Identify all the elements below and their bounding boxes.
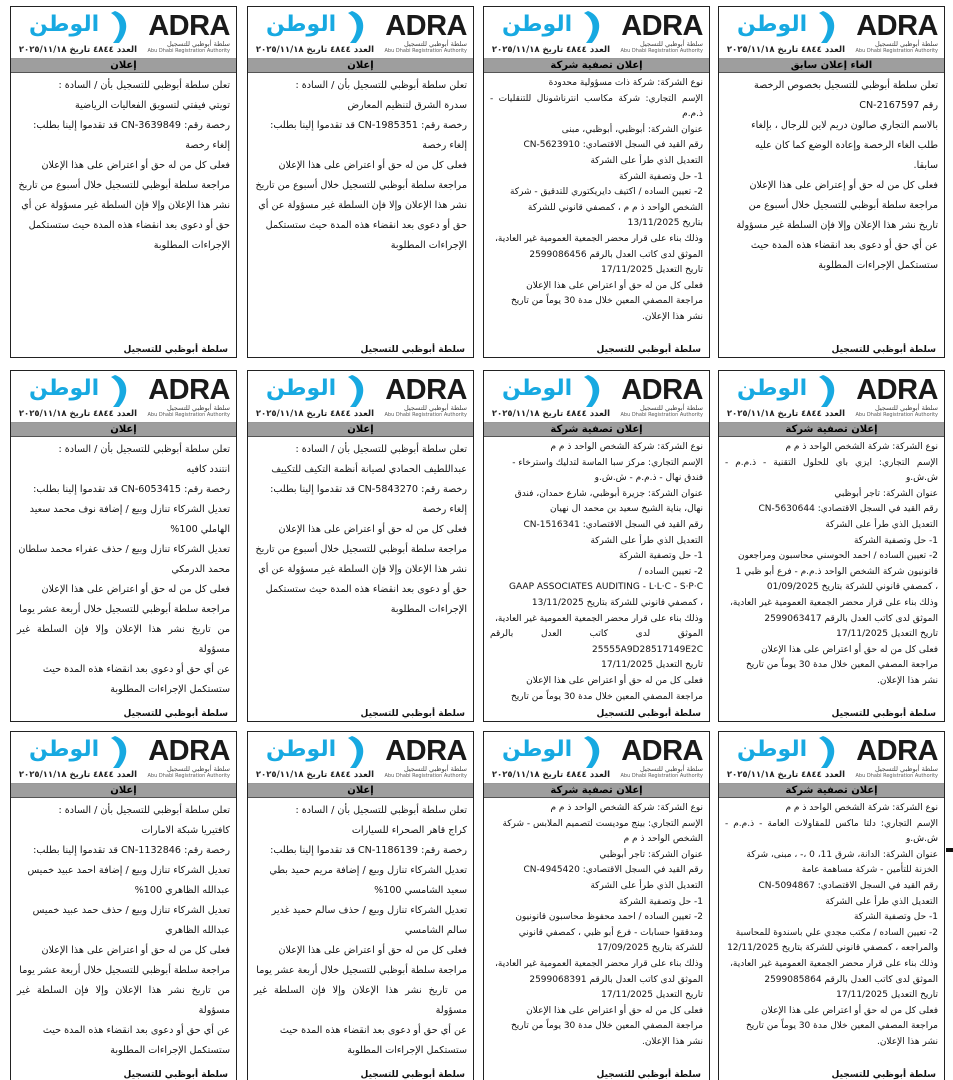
notice-line: التعديل الذي طرأ على الشركة xyxy=(590,880,703,891)
notice-line: رخصة رقم: CN-5843270 قد تقدموا إلينا بطلب: xyxy=(270,484,467,495)
notice-line: مراجعة المصفي المعين خلال مدة 30 يوماً من تاريخ xyxy=(745,1021,938,1032)
notice-line: تعلن سلطة أبوظبي للتسجيل بأن / السادة : xyxy=(295,444,467,455)
alwatan-logo xyxy=(488,734,608,782)
notice-line: فعلى كل من له حق أو اعتراض على هذا الإعلان xyxy=(41,160,230,171)
notice-line: انتندد كافيه xyxy=(186,464,230,475)
notice-line: كافتيريا شبكة الامارات xyxy=(141,825,230,836)
notice-line: تاريخ نشر هذا الإعلان وإلا فإن السلطة غير مسؤولة xyxy=(736,220,938,231)
notice-title: إعلان تصفية شركة xyxy=(719,784,944,798)
adra-english-name: Abu Dhabi Registration Authority xyxy=(384,773,467,779)
notice-card-9 xyxy=(718,731,945,1080)
notice-line: 2- تعيين الساده / xyxy=(638,566,703,577)
adra-arabic-name: سلطة أبوظبي للتسجيل xyxy=(403,404,467,412)
notice-line: والمراجعه ، كمصفي قانوني للشركة بتاريخ 12/11/2025 xyxy=(727,943,938,954)
notice-line: الإجراءات المطلوبة xyxy=(390,240,467,251)
notice-line: الإسم التجاري: ايزي باي للحلول التقنية - ذ.م.م - ش.ش.و xyxy=(725,457,938,484)
notice-line: للشركة بتاريخ 17/09/2025 xyxy=(596,943,703,954)
notice-footer: سلطة أبوظبي للتسجيل xyxy=(596,345,701,355)
notice-line: عبدالله الظاهري 100% xyxy=(134,885,230,896)
notice-line: الإجراءات المطلوبة xyxy=(390,604,467,615)
notice-body xyxy=(248,798,473,1068)
notice-line: تعديل الشركاء تنازل وبيع / حذف سالم حميد غدير xyxy=(271,905,467,916)
notice-line: رخصة رقم: CN-1186139 قد تقدموا إلينا بطلب: xyxy=(270,845,467,856)
adra-logo xyxy=(134,736,230,780)
adra-english-name: Abu Dhabi Registration Authority xyxy=(620,412,703,418)
notice-line: عبداللطيف الحمادي لصيانة أنظمة التكيف للتكييف xyxy=(271,464,467,475)
notice-line: حق أو دعوى بعد انقضاء هذه المدة حيث ستستكمل xyxy=(265,584,467,595)
notice-line: عنوان الشركة: الدانة، شرق 11، 0 ،- ، مبنى، شركة xyxy=(746,849,938,860)
notice-line: التعديل الذي طرأ على الشركة xyxy=(825,896,938,907)
adra-logo-text: ADRA xyxy=(385,735,467,767)
notice-line: ومدققوا حسابات - فرع أبو ظبي ، كمصفي قانوني xyxy=(518,927,703,938)
notice-line: نشر هذا الإعلان. xyxy=(641,311,703,322)
notice-line: مراجعة المصفي المعين خلال مدة 30 يوماً من تاريخ xyxy=(510,691,703,702)
notice-header xyxy=(248,371,473,423)
notice-line: ، كمصفي قانوني للشركة بتاريخ 13/11/2025 xyxy=(531,597,703,608)
notice-line: 2- تعيين الساده / احمد محفوظ محاسبون قانونيون xyxy=(515,912,703,923)
notice-line xyxy=(490,705,703,707)
notice-title: إعلان تصفية شركة xyxy=(719,423,944,437)
alwatan-logo-text: الوطن xyxy=(502,737,573,762)
notice-header xyxy=(248,732,473,784)
notice-line: مراجعة سلطة أبوظبي للتسجيل خلال أسبوع من تاريخ xyxy=(255,180,467,191)
issue-date: العدد ٤٨٤٤ تاريخ ٢٠٢٥/١١/١٨ xyxy=(726,770,845,780)
alwatan-logo xyxy=(252,734,372,782)
notice-line: ستستكمل الإجراءات المطلوبة xyxy=(110,684,230,695)
notice-line: تعلن سلطة أبوظبي للتسجيل بأن / السادة : xyxy=(295,80,467,91)
issue-date: العدد ٤٨٤٤ تاريخ ٢٠٢٥/١١/١٨ xyxy=(255,409,374,419)
issue-date: العدد ٤٨٤٤ تاريخ ٢٠٢٥/١١/١٨ xyxy=(726,409,845,419)
notice-line: رخصة رقم: CN-1132846 قد تقدموا إلينا بطلب: xyxy=(33,845,230,856)
notice-line: سدرة الشرق لتنظيم المعارض xyxy=(347,100,467,111)
issue-date: العدد ٤٨٤٤ تاريخ ٢٠٢٥/١١/١٨ xyxy=(18,770,137,780)
notice-line: الخزنة للتأمين - شركة مساهمة عامة xyxy=(801,865,938,876)
notice-line: 1- حل وتصفية الشركة xyxy=(618,896,703,907)
notice-card-5 xyxy=(718,370,945,722)
notice-footer: سلطة أبوظبي للتسجيل xyxy=(123,709,228,719)
notice-line: عنوان الشركة: تاجر أبوظبي xyxy=(599,849,703,860)
notice-card-10 xyxy=(483,731,710,1080)
issue-date: العدد ٤٨٤٤ تاريخ ٢٠٢٥/١١/١٨ xyxy=(255,45,374,55)
adra-logo-text: ADRA xyxy=(148,374,230,406)
alwatan-logo-text: الوطن xyxy=(737,737,808,762)
alwatan-logo-text: الوطن xyxy=(266,737,337,762)
notice-footer: سلطة أبوظبي للتسجيل xyxy=(123,345,228,355)
notice-line: فعلى كل من له حق أو اعتراض على هذا الإعلان xyxy=(278,945,467,956)
notice-footer: سلطة أبوظبي للتسجيل xyxy=(831,709,936,719)
notice-line: مراجعة سلطة أبوظبي للتسجيل خلال أسبوع من xyxy=(748,200,938,211)
adra-logo-text: ADRA xyxy=(621,735,703,767)
notice-line: فعلى كل من له حق أو اعتراض على هذا الإعلان xyxy=(278,160,467,171)
notice-line: ستستكمل الإجراءات المطلوبة xyxy=(110,1045,230,1056)
adra-english-name: Abu Dhabi Registration Authority xyxy=(855,773,938,779)
notice-card-7 xyxy=(247,370,474,722)
adra-english-name: Abu Dhabi Registration Authority xyxy=(147,773,230,779)
notice-body xyxy=(484,73,709,343)
notice-line: نوع الشركة: شركة ذات مسؤولية محدودة xyxy=(548,78,703,88)
notice-header xyxy=(484,7,709,59)
notice-line: عن أي حق أو دعوى بعد انقضاء هذه المدة حيث xyxy=(42,664,230,675)
adra-arabic-name: سلطة أبوظبي للتسجيل xyxy=(403,765,467,773)
adra-english-name: Abu Dhabi Registration Authority xyxy=(147,48,230,54)
notice-title: إعلان تصفية شركة xyxy=(484,784,709,798)
notice-line: التعديل الذي طرأ على الشركة xyxy=(590,535,703,546)
notice-line: مراجعة سلطة أبوظبي للتسجيل خلال أربعة عشر يوما xyxy=(19,604,230,615)
notice-line: نوع الشركة: شركة الشخص الواحد ذ م م xyxy=(785,803,938,813)
adra-english-name: Abu Dhabi Registration Authority xyxy=(855,48,938,54)
notice-line: الموثق لدى كاتب العدل بالرقم 2599085864 xyxy=(764,974,938,985)
notice-line: تعلن سلطة أبوظبي للتسجيل بخصوص الرخصة xyxy=(754,80,938,91)
notice-line: الإسم التجاري: دلتا ماكس للمقاولات العامة - ذ.م.م - ش.ش.و xyxy=(725,818,938,845)
notice-line: عنوان الشركة: أبوظبي، أبوظبي، مبنى xyxy=(561,124,703,135)
adra-logo-text: ADRA xyxy=(856,10,938,42)
notice-line: بالاسم التجاري صالون دريم لاين للرجال ، بإلغاء xyxy=(751,120,938,131)
notice-card-1 xyxy=(718,6,945,358)
notice-line: عن أي حق أو دعوى بعد انقضاء هذه المدة حيث xyxy=(42,1025,230,1036)
notice-line: تاريخ التعديل 17/11/2025 xyxy=(601,660,703,671)
adra-arabic-name: سلطة أبوظبي للتسجيل xyxy=(874,765,938,773)
notice-line: سعيد الشامسي 100% xyxy=(374,885,467,896)
notice-line: فندق نهال - ذ.م.م - ش.ش.و xyxy=(594,473,703,484)
notice-body xyxy=(248,73,473,343)
notice-header xyxy=(11,7,236,59)
notice-line: حق أو دعوى بعد انقضاء هذه المدة حيث ستستكمل xyxy=(265,220,467,231)
notice-header xyxy=(484,371,709,423)
alwatan-logo xyxy=(252,9,372,57)
notice-line: حق أو دعوى بعد انقضاء هذه المدة حيث ستستكمل xyxy=(28,220,230,231)
alwatan-logo-text: الوطن xyxy=(502,376,573,401)
notice-line: التعديل الذي طرأ على الشركة xyxy=(590,155,703,166)
alwatan-logo xyxy=(15,9,135,57)
notice-line: بتاريخ 13/11/2025 xyxy=(627,218,703,229)
notice-line: الإجراءات المطلوبة xyxy=(153,240,230,251)
notice-body xyxy=(248,437,473,707)
adra-english-name: Abu Dhabi Registration Authority xyxy=(147,412,230,418)
notice-line: الموثق لدى كاتب العدل بالرقم 25555A9D28517149E2C xyxy=(490,629,703,655)
notice-line: نشر هذا الإعلان وإلا فإن السلطة غير مسؤولة عن أي xyxy=(21,200,230,211)
notice-line: مراجعة المصفي المعين خلال مدة 30 يوماً من تاريخ xyxy=(745,660,938,671)
notice-line: تويتي فيفتي لتسويق الفعاليات الرياضية xyxy=(74,100,230,111)
notice-line: تعديل الشركاء تنازل وبيع / حذف حمد عبيد خميس xyxy=(32,905,230,916)
notice-line: الهاملي 100% xyxy=(170,524,230,535)
notice-line: عنوان الشركة: تاجر أبوظبي xyxy=(834,488,938,499)
notice-line: رخصة رقم: CN-6053415 قد تقدموا إلينا بطلب: xyxy=(33,484,230,495)
notice-line: 2- تعيين الساده / مكتب مجدي علي باسندوة للمحاسبة xyxy=(735,927,938,938)
notice-title: الغاء إعلان سابق xyxy=(719,59,944,73)
notice-title: إعلان تصفية شركة xyxy=(484,423,709,437)
notice-line: الإسم التجاري: بينج موديست لتصميم الملابس - شركة xyxy=(502,818,703,829)
notice-line: رخصة رقم: CN-1985351 قد تقدموا إلينا بطلب: xyxy=(270,120,467,131)
adra-english-name: Abu Dhabi Registration Authority xyxy=(620,48,703,54)
notice-line: وذلك بناء على قرار محضر الجمعية العمومية غير العادية، xyxy=(729,597,938,608)
notice-line: إلغاء رخصة xyxy=(422,504,467,515)
notice-line: مراجعة المصفي المعين خلال مدة 30 يوماً من تاريخ xyxy=(510,296,703,307)
notice-footer: سلطة أبوظبي للتسجيل xyxy=(123,1070,228,1080)
notice-card-11 xyxy=(247,731,474,1080)
adra-logo xyxy=(134,375,230,419)
notice-line: 2- تعيين الساده / احمد الحوسني محاسبون ومراجعون xyxy=(737,551,938,562)
edge-mark xyxy=(946,848,953,852)
adra-logo-text: ADRA xyxy=(856,735,938,767)
notice-body xyxy=(11,437,236,707)
adra-english-name: Abu Dhabi Registration Authority xyxy=(855,412,938,418)
notice-footer: سلطة أبوظبي للتسجيل xyxy=(360,709,465,719)
notice-body xyxy=(719,73,944,343)
notice-line: فعلى كل من له حق أو اعتراض على هذا الإعلان xyxy=(761,1005,938,1016)
adra-arabic-name: سلطة أبوظبي للتسجيل xyxy=(403,40,467,48)
notice-line: من تاريخ نشر هذا الإعلان وإلا فإن السلطة غير مسؤولة xyxy=(254,985,467,1016)
adra-logo-text: ADRA xyxy=(621,374,703,406)
notice-footer: سلطة أبوظبي للتسجيل xyxy=(360,1070,465,1080)
adra-logo-text: ADRA xyxy=(856,374,938,406)
alwatan-logo xyxy=(15,734,135,782)
notice-header xyxy=(719,732,944,784)
notice-footer: سلطة أبوظبي للتسجيل xyxy=(360,345,465,355)
notice-line: الموثق لدى كاتب العدل بالرقم 2599086456 xyxy=(529,249,703,260)
notice-line: تعلن سلطة أبوظبي للتسجيل بأن / السادة : xyxy=(58,444,230,455)
adra-english-name: Abu Dhabi Registration Authority xyxy=(384,48,467,54)
notice-body xyxy=(11,798,236,1068)
issue-date: العدد ٤٨٤٤ تاريخ ٢٠٢٥/١١/١٨ xyxy=(491,770,610,780)
alwatan-logo xyxy=(723,9,843,57)
notice-line: فعلى كل من له حق أو اعتراض على هذا الإعلان xyxy=(41,584,230,595)
notice-line: مراجعة سلطة أبوظبي للتسجيل خلال أربعة عشر يوما xyxy=(19,965,230,976)
notice-body xyxy=(484,798,709,1068)
notice-line: الإسم التجاري: شركة مكاسب انترناشونال للتنقليات - ذ.م.م xyxy=(490,93,703,120)
notice-line: فعلى كل من له حق أو اعتراض على هذا الإعلان xyxy=(278,524,467,535)
adra-logo xyxy=(371,375,467,419)
notice-line: من تاريخ نشر هذا الإعلان وإلا فإن السلطة غير مسؤولة xyxy=(17,624,230,655)
notice-footer: سلطة أبوظبي للتسجيل xyxy=(831,1070,936,1080)
alwatan-logo-text: الوطن xyxy=(737,376,808,401)
notice-line: عنوان الشركة: جزيرة أبوظبي، شارع حمدان، فندق xyxy=(514,488,703,499)
notice-title: إعلان xyxy=(11,423,236,437)
alwatan-logo xyxy=(723,734,843,782)
notice-header xyxy=(248,7,473,59)
notice-line: تعديل الشركاء تنازل وبيع / إضافة مريم حميد بطي xyxy=(269,865,467,876)
notice-line: رقم القيد في السجل الاقتصادي: CN-5623910 xyxy=(523,140,703,151)
notice-line: التعديل الذي طرأ على الشركة xyxy=(825,519,938,530)
notice-line: الموثق لدى كاتب العدل بالرقم 2599068391 xyxy=(529,974,703,985)
alwatan-logo-text: الوطن xyxy=(502,12,573,37)
notice-header xyxy=(11,732,236,784)
alwatan-logo-text: الوطن xyxy=(29,12,100,37)
notice-card-3 xyxy=(247,6,474,358)
notice-line: 1- حل وتصفية الشركة xyxy=(618,171,703,182)
adra-logo xyxy=(842,375,938,419)
notice-line: فعلى كل من له حق أو اعتراض على هذا الإعلان xyxy=(526,675,703,686)
adra-arabic-name: سلطة أبوظبي للتسجيل xyxy=(639,404,703,412)
notice-line: مراجعة سلطة أبوظبي للتسجيل خلال أربعة عشر يوما xyxy=(256,965,467,976)
notice-line: تاريخ التعديل 17/11/2025 xyxy=(601,265,703,276)
adra-arabic-name: سلطة أبوظبي للتسجيل xyxy=(166,765,230,773)
adra-arabic-name: سلطة أبوظبي للتسجيل xyxy=(874,40,938,48)
alwatan-logo xyxy=(488,373,608,421)
notice-header xyxy=(719,7,944,59)
notice-line: رقم CN-2167597 xyxy=(859,100,938,111)
notice-title: إعلان xyxy=(248,59,473,73)
notice-line: نشر هذا الإعلان. xyxy=(876,1036,938,1047)
notice-line: ستستكمل الإجراءات المطلوبة xyxy=(818,260,938,271)
notice-line: 1- حل وتصفية الشركة xyxy=(853,912,938,923)
adra-arabic-name: سلطة أبوظبي للتسجيل xyxy=(166,40,230,48)
alwatan-logo xyxy=(723,373,843,421)
notice-footer: سلطة أبوظبي للتسجيل xyxy=(596,1070,701,1080)
notice-line: نهال، بناية الشيخ سعيد بن محمد ال نهيان xyxy=(550,504,703,515)
issue-date: العدد ٤٨٤٤ تاريخ ٢٠٢٥/١١/١٨ xyxy=(18,45,137,55)
notice-line: وذلك بناء على قرار محضر الجمعية العمومية غير العادية، xyxy=(494,233,703,244)
notice-line: فعلى كل من له حق أو اعتراض على هذا الإعلان xyxy=(41,945,230,956)
adra-logo-text: ADRA xyxy=(385,10,467,42)
adra-logo-text: ADRA xyxy=(621,10,703,42)
alwatan-logo-text: الوطن xyxy=(266,376,337,401)
notice-line: سابقا. xyxy=(913,160,938,171)
notice-line: من تاريخ نشر هذا الإعلان وإلا فإن السلطة غير مسؤولة xyxy=(17,985,230,1016)
issue-date: العدد ٤٨٤٤ تاريخ ٢٠٢٥/١١/١٨ xyxy=(726,45,845,55)
adra-logo xyxy=(371,11,467,55)
notice-line: تاريخ التعديل 17/11/2025 xyxy=(836,990,938,1001)
notice-line: كراج قاهر الصحراء للسيارات xyxy=(351,825,467,836)
adra-arabic-name: سلطة أبوظبي للتسجيل xyxy=(639,765,703,773)
alwatan-logo-text: الوطن xyxy=(266,12,337,37)
adra-arabic-name: سلطة أبوظبي للتسجيل xyxy=(166,404,230,412)
notice-line: تاريخ التعديل 17/11/2025 xyxy=(836,629,938,640)
notice-line: وذلك بناء على قرار محضر الجمعية العمومية غير العادية، xyxy=(494,613,703,624)
adra-arabic-name: سلطة أبوظبي للتسجيل xyxy=(874,404,938,412)
adra-logo xyxy=(134,11,230,55)
notice-title: إعلان xyxy=(248,784,473,798)
notice-line: مراجعة سلطة أبوظبي للتسجيل خلال أسبوع من تاريخ xyxy=(18,180,230,191)
notice-line: فعلى كل من له حق أو اعتراض على هذا الإعلان xyxy=(526,280,703,291)
notice-line: مراجعة سلطة أبوظبي للتسجيل خلال أسبوع من تاريخ xyxy=(255,544,467,555)
notice-line: رقم القيد في السجل الاقتصادي: CN-5094867 xyxy=(758,880,938,891)
notice-line: تعديل الشركاء تنازل وبيع / إضافة احمد عبيد خميس xyxy=(27,865,230,876)
notice-line: عن أي حق أو دعوى بعد انقضاء هذه المدة حيث xyxy=(750,240,938,251)
notice-title: إعلان تصفية شركة xyxy=(484,59,709,73)
adra-english-name: Abu Dhabi Registration Authority xyxy=(384,412,467,418)
alwatan-logo-text: الوطن xyxy=(29,376,100,401)
notice-line: إلغاء رخصة xyxy=(185,140,230,151)
notice-line: GAAP ASSOCIATES AUDITING - L·L·C - S·P·C xyxy=(509,582,703,593)
issue-date: العدد ٤٨٤٤ تاريخ ٢٠٢٥/١١/١٨ xyxy=(491,45,610,55)
adra-logo xyxy=(607,736,703,780)
adra-logo-text: ADRA xyxy=(148,10,230,42)
issue-date: العدد ٤٨٤٤ تاريخ ٢٠٢٥/١١/١٨ xyxy=(491,409,610,419)
notice-card-8 xyxy=(10,370,237,722)
notice-line: وذلك بناء على قرار محضر الجمعية العمومية غير العادية، xyxy=(729,958,938,969)
notice-header xyxy=(719,371,944,423)
notice-line: تاريخ التعديل 17/11/2025 xyxy=(601,990,703,1001)
adra-logo-text: ADRA xyxy=(385,374,467,406)
notice-line: نشر هذا الإعلان وإلا فإن السلطة غير مسؤولة عن أي xyxy=(258,200,467,211)
notice-line: فعلى كل من له حق أو إعتراض على هذا الإعلان xyxy=(749,180,938,191)
notice-line: الشخص الواحد ذ م م ، كمصفي قانوني للشركة xyxy=(527,202,703,213)
alwatan-logo xyxy=(252,373,372,421)
adra-logo xyxy=(607,375,703,419)
notice-line: تعديل الشركاء تنازل وبيع / حذف عفراء محمد سلطان xyxy=(18,544,230,555)
notice-line: 2- تعيين الساده / اكتيف دايريكتوري للتدقيق - شركة xyxy=(509,187,703,198)
notice-line: رقم القيد في السجل الاقتصادي: CN-4945420 xyxy=(523,865,703,876)
notice-line: عن أي حق أو دعوى بعد انقضاء هذه المدة حيث xyxy=(279,1025,467,1036)
notice-line: قانونيون شركة الشخص الواحد ذ.م.م - فرع أبو ظبي 1 xyxy=(735,566,938,577)
issue-date: العدد ٤٨٤٤ تاريخ ٢٠٢٥/١١/١٨ xyxy=(18,409,137,419)
notice-line: محمد الدرمكي xyxy=(171,564,230,575)
adra-logo xyxy=(371,736,467,780)
notice-line: الشخص الواحد ذ م م xyxy=(623,834,703,845)
notice-line: فعلى كل من له حق أو اعتراض على هذا الإعلان xyxy=(526,1005,703,1016)
notice-line: نشر هذا الإعلان وإلا فإن السلطة غير مسؤولة عن أي xyxy=(258,564,467,575)
notice-header xyxy=(484,732,709,784)
adra-english-name: Abu Dhabi Registration Authority xyxy=(620,773,703,779)
alwatan-logo xyxy=(488,9,608,57)
notice-header xyxy=(11,371,236,423)
notice-body xyxy=(484,437,709,707)
notice-line: نشر هذا الإعلان. xyxy=(876,675,938,686)
notice-line: وذلك بناء على قرار محضر الجمعية العمومية غير العادية، xyxy=(494,958,703,969)
notice-card-4 xyxy=(10,6,237,358)
notice-title: إعلان xyxy=(11,59,236,73)
notice-card-6 xyxy=(483,370,710,722)
notice-line: تعلن سلطة أبوظبي للتسجيل بأن / السادة : xyxy=(58,805,230,816)
adra-arabic-name: سلطة أبوظبي للتسجيل xyxy=(639,40,703,48)
notice-line: تعلن سلطة أبوظبي للتسجيل بأن / السادة : xyxy=(58,80,230,91)
notice-line: نوع الشركة: شركة الشخص الواحد ذ م م xyxy=(550,442,703,452)
notice-line: رقم القيد في السجل الاقتصادي: CN-5630644 xyxy=(758,504,938,515)
notice-line: نشر هذا الإعلان. xyxy=(641,1036,703,1047)
notice-card-12 xyxy=(10,731,237,1080)
notice-line: تعديل الشركاء تنازل وبيع / إضافة نوف محمد سعيد xyxy=(29,504,230,515)
notice-line: نوع الشركة: شركة الشخص الواحد ذ م م xyxy=(785,442,938,452)
notice-line: الموثق لدى كاتب العدل بالرقم 2599063417 xyxy=(764,613,938,624)
notice-line: عبدالله الظاهري xyxy=(165,925,230,936)
notice-body xyxy=(719,798,944,1068)
notice-card-2 xyxy=(483,6,710,358)
notice-line: ، كمصفي قانوني للشركة بتاريخ 01/09/2025 xyxy=(766,582,938,593)
notice-line: رقم القيد في السجل الاقتصادي: CN-1516341 xyxy=(523,519,703,530)
notice-title: إعلان xyxy=(11,784,236,798)
notice-line: 1- حل وتصفية الشركة xyxy=(618,551,703,562)
notice-line: طلب الغاء الرخصة وإعادة الوضع كما كان عليه xyxy=(754,140,938,151)
notice-body xyxy=(11,73,236,343)
notice-line: فعلى كل من له حق أو اعتراض على هذا الإعلان xyxy=(761,644,938,655)
notice-line: مراجعة المصفي المعين خلال مدة 30 يوماً من تاريخ xyxy=(510,1021,703,1032)
notice-line: نوع الشركة: شركة الشخص الواحد ذ م م xyxy=(550,803,703,813)
adra-logo xyxy=(607,11,703,55)
notice-line: تعلن سلطة أبوظبي للتسجيل بأن / السادة : xyxy=(295,805,467,816)
adra-logo xyxy=(842,736,938,780)
adra-logo-text: ADRA xyxy=(148,735,230,767)
notice-line: إلغاء رخصة xyxy=(422,140,467,151)
notice-body xyxy=(719,437,944,707)
alwatan-logo xyxy=(15,373,135,421)
notice-line: سالم الشامسي xyxy=(404,925,467,936)
alwatan-logo-text: الوطن xyxy=(29,737,100,762)
notice-line: الإسم التجاري: مركز سبا الماسة لتدليك واسترخاء - xyxy=(512,457,703,468)
notice-line: 1- حل وتصفية الشركة xyxy=(853,535,938,546)
notice-title: إعلان xyxy=(248,423,473,437)
alwatan-logo-text: الوطن xyxy=(737,12,808,37)
adra-logo xyxy=(842,11,938,55)
notice-line: ستستكمل الإجراءات المطلوبة xyxy=(347,1045,467,1056)
issue-date: العدد ٤٨٤٤ تاريخ ٢٠٢٥/١١/١٨ xyxy=(255,770,374,780)
notice-footer: سلطة أبوظبي للتسجيل xyxy=(596,709,701,719)
notice-line: رخصة رقم: CN-3639849 قد تقدموا إلينا بطلب: xyxy=(33,120,230,131)
notice-footer: سلطة أبوظبي للتسجيل xyxy=(831,345,936,355)
